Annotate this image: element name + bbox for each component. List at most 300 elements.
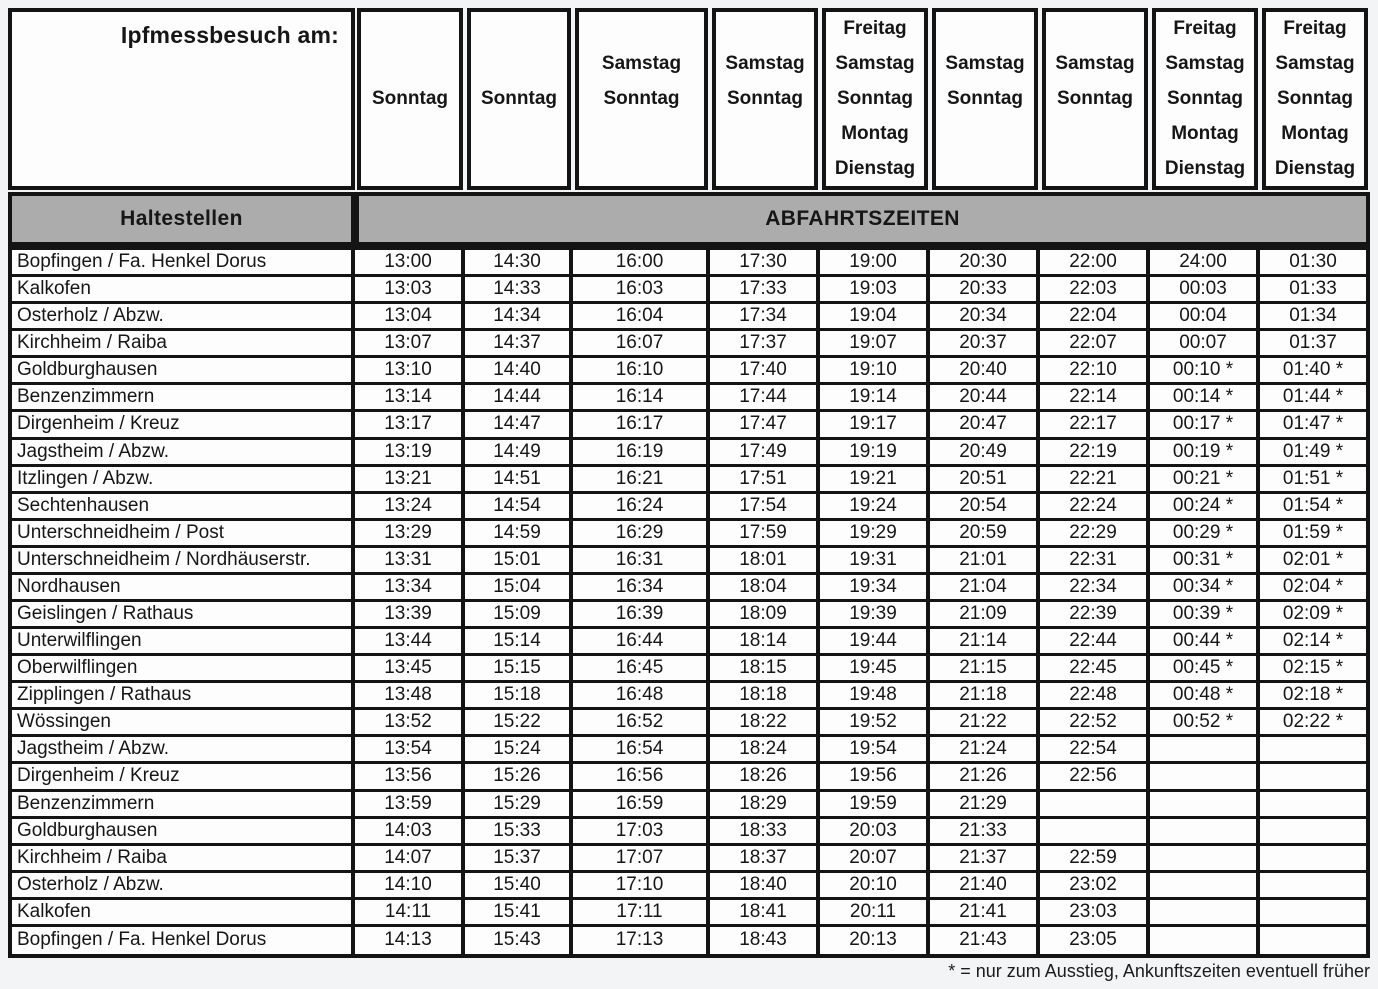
day-label-empty xyxy=(936,151,1034,186)
time-cell: 01:33 xyxy=(1260,277,1366,304)
day-label-empty xyxy=(1046,116,1144,151)
stop-name-cell: Wössingen xyxy=(12,710,355,737)
time-cell: 16:48 xyxy=(573,683,710,710)
time-cell: 21:04 xyxy=(930,575,1040,602)
time-cell: 13:48 xyxy=(355,683,465,710)
time-cell: 17:11 xyxy=(573,900,710,927)
day-label: Montag xyxy=(841,122,909,144)
day-label-empty xyxy=(361,47,459,82)
empty-time-cell xyxy=(1150,737,1260,764)
stop-name-cell: Benzenzimmern xyxy=(12,792,355,819)
time-cell: 20:30 xyxy=(930,250,1040,277)
time-cell: 16:52 xyxy=(573,710,710,737)
time-cell: 01:59 * xyxy=(1260,521,1366,548)
time-cell: 22:14 xyxy=(1040,385,1150,412)
day-label-empty xyxy=(361,12,459,47)
time-cell: 14:03 xyxy=(355,819,465,846)
time-cell: 13:59 xyxy=(355,792,465,819)
time-cell: 19:54 xyxy=(820,737,930,764)
empty-time-cell xyxy=(1260,846,1366,873)
page-title: Ipfmessbesuch am: xyxy=(120,22,339,48)
time-cell: 19:34 xyxy=(820,575,930,602)
timetable-body xyxy=(8,246,1370,958)
time-cell: 16:04 xyxy=(573,304,710,331)
time-cell: 19:10 xyxy=(820,358,930,385)
day-label: Samstag xyxy=(945,53,1025,75)
time-cell: 13:29 xyxy=(355,521,465,548)
time-cell: 00:44 * xyxy=(1150,629,1260,656)
stop-name-cell: Osterholz / Abzw. xyxy=(12,304,355,331)
day-label: Samstag xyxy=(725,53,805,75)
day-label-empty xyxy=(936,116,1034,151)
day-label-empty xyxy=(361,116,459,151)
time-cell: 01:34 xyxy=(1260,304,1366,331)
time-cell: 00:17 * xyxy=(1150,412,1260,439)
stop-name-cell: Oberwilflingen xyxy=(12,656,355,683)
time-cell: 22:04 xyxy=(1040,304,1150,331)
time-cell: 22:07 xyxy=(1040,331,1150,358)
time-cell: 14:44 xyxy=(465,385,573,412)
day-label-empty xyxy=(936,12,1034,47)
time-cell: 14:51 xyxy=(465,467,573,494)
time-cell: 22:00 xyxy=(1040,250,1150,277)
day-label-empty xyxy=(471,116,567,151)
time-cell: 18:18 xyxy=(710,683,820,710)
time-cell: 13:44 xyxy=(355,629,465,656)
time-cell: 13:00 xyxy=(355,250,465,277)
time-cell: 21:01 xyxy=(930,548,1040,575)
time-cell: 19:03 xyxy=(820,277,930,304)
time-cell: 20:40 xyxy=(930,358,1040,385)
time-cell: 19:21 xyxy=(820,467,930,494)
day-label: Sonntag xyxy=(481,87,557,109)
stop-name-cell: Jagstheim / Abzw. xyxy=(12,440,355,467)
time-cell: 17:34 xyxy=(710,304,820,331)
time-cell: 16:00 xyxy=(573,250,710,277)
time-cell: 21:37 xyxy=(930,846,1040,873)
time-cell: 16:44 xyxy=(573,629,710,656)
time-cell: 02:22 * xyxy=(1260,710,1366,737)
day-column-header xyxy=(1152,8,1258,190)
time-cell: 20:13 xyxy=(820,927,930,954)
time-cell: 17:44 xyxy=(710,385,820,412)
empty-time-cell xyxy=(1040,792,1150,819)
time-cell: 17:47 xyxy=(710,412,820,439)
time-cell: 16:07 xyxy=(573,331,710,358)
time-cell: 15:04 xyxy=(465,575,573,602)
time-cell: 17:40 xyxy=(710,358,820,385)
times-header-cell xyxy=(355,192,1370,246)
time-cell: 19:56 xyxy=(820,764,930,791)
time-cell: 22:52 xyxy=(1040,710,1150,737)
time-cell: 22:48 xyxy=(1040,683,1150,710)
time-cell: 22:19 xyxy=(1040,440,1150,467)
time-cell: 20:07 xyxy=(820,846,930,873)
time-cell: 19:31 xyxy=(820,548,930,575)
time-cell: 13:34 xyxy=(355,575,465,602)
empty-time-cell xyxy=(1260,764,1366,791)
time-cell: 18:04 xyxy=(710,575,820,602)
time-cell: 13:31 xyxy=(355,548,465,575)
time-cell: 13:04 xyxy=(355,304,465,331)
time-cell: 21:09 xyxy=(930,602,1040,629)
time-cell: 17:07 xyxy=(573,846,710,873)
time-cell: 18:33 xyxy=(710,819,820,846)
time-cell: 21:41 xyxy=(930,900,1040,927)
time-cell: 22:31 xyxy=(1040,548,1150,575)
time-cell: 13:21 xyxy=(355,467,465,494)
time-cell: 20:59 xyxy=(930,521,1040,548)
stop-name-cell: Bopfingen / Fa. Henkel Dorus xyxy=(12,927,355,954)
day-label-empty xyxy=(579,151,704,186)
time-cell: 02:01 * xyxy=(1260,548,1366,575)
day-label-empty xyxy=(471,151,567,186)
day-label: Freitag xyxy=(843,18,907,40)
time-cell: 17:49 xyxy=(710,440,820,467)
time-cell: 00:45 * xyxy=(1150,656,1260,683)
time-cell: 20:51 xyxy=(930,467,1040,494)
time-cell: 02:09 * xyxy=(1260,602,1366,629)
footnote: * = nur zum Ausstieg, Ankunftszeiten eventuell früher xyxy=(948,961,1370,981)
empty-time-cell xyxy=(1150,792,1260,819)
time-cell: 00:10 * xyxy=(1150,358,1260,385)
time-cell: 14:34 xyxy=(465,304,573,331)
stop-name-cell: Unterschneidheim / Post xyxy=(12,521,355,548)
time-cell: 18:24 xyxy=(710,737,820,764)
empty-time-cell xyxy=(1260,927,1366,954)
time-cell: 22:21 xyxy=(1040,467,1150,494)
time-cell: 00:48 * xyxy=(1150,683,1260,710)
time-cell: 00:52 * xyxy=(1150,710,1260,737)
stop-name-cell: Nordhausen xyxy=(12,575,355,602)
time-cell: 13:24 xyxy=(355,494,465,521)
section-header-row xyxy=(8,192,1370,246)
time-cell: 13:56 xyxy=(355,764,465,791)
time-cell: 00:24 * xyxy=(1150,494,1260,521)
time-cell: 18:15 xyxy=(710,656,820,683)
time-cell: 02:04 * xyxy=(1260,575,1366,602)
time-cell: 13:14 xyxy=(355,385,465,412)
time-cell: 19:48 xyxy=(820,683,930,710)
time-cell: 14:30 xyxy=(465,250,573,277)
time-cell: 20:11 xyxy=(820,900,930,927)
empty-time-cell xyxy=(1150,819,1260,846)
stop-name-cell: Osterholz / Abzw. xyxy=(12,873,355,900)
day-column-header xyxy=(357,8,463,190)
time-cell: 13:45 xyxy=(355,656,465,683)
empty-time-cell xyxy=(1260,819,1366,846)
time-cell: 20:33 xyxy=(930,277,1040,304)
time-cell: 19:59 xyxy=(820,792,930,819)
stop-name-cell: Geislingen / Rathaus xyxy=(12,602,355,629)
time-cell: 16:24 xyxy=(573,494,710,521)
time-cell: 16:29 xyxy=(573,521,710,548)
day-label: Freitag xyxy=(1283,18,1347,40)
empty-time-cell xyxy=(1260,900,1366,927)
time-cell: 22:56 xyxy=(1040,764,1150,791)
day-column-header xyxy=(1262,8,1368,190)
time-cell: 19:19 xyxy=(820,440,930,467)
empty-time-cell xyxy=(1260,737,1366,764)
time-cell: 15:14 xyxy=(465,629,573,656)
time-cell: 14:13 xyxy=(355,927,465,954)
day-label-empty xyxy=(716,116,814,151)
time-cell: 17:37 xyxy=(710,331,820,358)
time-cell: 15:24 xyxy=(465,737,573,764)
time-cell: 16:31 xyxy=(573,548,710,575)
day-label: Sonntag xyxy=(837,87,913,109)
time-cell: 00:14 * xyxy=(1150,385,1260,412)
time-cell: 16:45 xyxy=(573,656,710,683)
day-label: Samstag xyxy=(1165,53,1245,75)
time-cell: 14:54 xyxy=(465,494,573,521)
time-cell: 18:01 xyxy=(710,548,820,575)
time-cell: 13:17 xyxy=(355,412,465,439)
day-label: Dienstag xyxy=(1274,157,1356,179)
stop-name-cell: Kalkofen xyxy=(12,900,355,927)
time-cell: 20:49 xyxy=(930,440,1040,467)
time-cell: 19:45 xyxy=(820,656,930,683)
time-cell: 21:22 xyxy=(930,710,1040,737)
time-cell: 20:37 xyxy=(930,331,1040,358)
time-cell: 01:37 xyxy=(1260,331,1366,358)
day-label: Sonntag xyxy=(947,87,1023,109)
time-cell: 18:29 xyxy=(710,792,820,819)
time-cell: 02:14 * xyxy=(1260,629,1366,656)
day-label: Dienstag xyxy=(834,157,916,179)
time-cell: 13:39 xyxy=(355,602,465,629)
time-cell: 16:34 xyxy=(573,575,710,602)
time-cell: 15:33 xyxy=(465,819,573,846)
empty-time-cell xyxy=(1150,873,1260,900)
time-cell: 16:59 xyxy=(573,792,710,819)
time-cell: 21:24 xyxy=(930,737,1040,764)
time-cell: 15:09 xyxy=(465,602,573,629)
time-cell: 22:29 xyxy=(1040,521,1150,548)
time-cell: 16:17 xyxy=(573,412,710,439)
time-cell: 20:54 xyxy=(930,494,1040,521)
time-cell: 15:37 xyxy=(465,846,573,873)
day-label: Sonntag xyxy=(1277,87,1353,109)
time-cell: 18:26 xyxy=(710,764,820,791)
day-label-empty xyxy=(1046,12,1144,47)
time-cell: 17:54 xyxy=(710,494,820,521)
day-column-header xyxy=(932,8,1038,190)
time-cell: 15:41 xyxy=(465,900,573,927)
time-cell: 17:30 xyxy=(710,250,820,277)
time-cell: 17:59 xyxy=(710,521,820,548)
time-cell: 22:24 xyxy=(1040,494,1150,521)
day-label: Sonntag xyxy=(1057,87,1133,109)
stops-header-label: Haltestellen xyxy=(120,207,243,230)
stop-name-cell: Jagstheim / Abzw. xyxy=(12,737,355,764)
time-cell: 22:45 xyxy=(1040,656,1150,683)
time-cell: 18:14 xyxy=(710,629,820,656)
time-cell: 16:21 xyxy=(573,467,710,494)
time-cell: 18:37 xyxy=(710,846,820,873)
time-cell: 13:07 xyxy=(355,331,465,358)
empty-time-cell xyxy=(1150,846,1260,873)
time-cell: 17:03 xyxy=(573,819,710,846)
time-cell: 18:41 xyxy=(710,900,820,927)
time-cell: 20:47 xyxy=(930,412,1040,439)
time-cell: 14:33 xyxy=(465,277,573,304)
day-label: Montag xyxy=(1171,122,1239,144)
day-label: Freitag xyxy=(1173,18,1237,40)
time-cell: 21:14 xyxy=(930,629,1040,656)
time-cell: 20:03 xyxy=(820,819,930,846)
time-cell: 22:59 xyxy=(1040,846,1150,873)
time-cell: 15:29 xyxy=(465,792,573,819)
title-box xyxy=(8,8,355,190)
empty-time-cell xyxy=(1150,927,1260,954)
time-cell: 01:49 * xyxy=(1260,440,1366,467)
time-cell: 18:43 xyxy=(710,927,820,954)
time-cell: 14:59 xyxy=(465,521,573,548)
day-column-header xyxy=(575,8,708,190)
time-cell: 23:02 xyxy=(1040,873,1150,900)
time-cell: 15:22 xyxy=(465,710,573,737)
day-column-header xyxy=(822,8,928,190)
time-cell: 13:52 xyxy=(355,710,465,737)
time-cell: 16:14 xyxy=(573,385,710,412)
day-column-header xyxy=(467,8,571,190)
day-label-empty xyxy=(471,12,567,47)
stop-name-cell: Zipplingen / Rathaus xyxy=(12,683,355,710)
time-cell: 00:04 xyxy=(1150,304,1260,331)
time-cell: 02:15 * xyxy=(1260,656,1366,683)
timetable xyxy=(8,8,1370,958)
time-cell: 01:51 * xyxy=(1260,467,1366,494)
day-label: Samstag xyxy=(601,53,682,75)
time-cell: 21:18 xyxy=(930,683,1040,710)
day-label: Samstag xyxy=(835,53,915,75)
time-cell: 17:13 xyxy=(573,927,710,954)
day-columns-container xyxy=(355,8,1370,190)
time-cell: 21:33 xyxy=(930,819,1040,846)
time-cell: 16:03 xyxy=(573,277,710,304)
time-cell: 19:00 xyxy=(820,250,930,277)
time-cell: 22:44 xyxy=(1040,629,1150,656)
time-cell: 20:44 xyxy=(930,385,1040,412)
empty-time-cell xyxy=(1040,819,1150,846)
day-label: Sonntag xyxy=(1167,87,1243,109)
time-cell: 18:09 xyxy=(710,602,820,629)
day-label: Sonntag xyxy=(603,87,680,109)
time-cell: 14:49 xyxy=(465,440,573,467)
time-cell: 23:03 xyxy=(1040,900,1150,927)
time-cell: 17:10 xyxy=(573,873,710,900)
time-cell: 21:29 xyxy=(930,792,1040,819)
time-cell: 22:10 xyxy=(1040,358,1150,385)
stop-name-cell: Sechtenhausen xyxy=(12,494,355,521)
time-cell: 18:40 xyxy=(710,873,820,900)
time-cell: 13:03 xyxy=(355,277,465,304)
time-cell: 19:44 xyxy=(820,629,930,656)
time-cell: 21:26 xyxy=(930,764,1040,791)
stop-name-cell: Kirchheim / Raiba xyxy=(12,331,355,358)
time-cell: 13:19 xyxy=(355,440,465,467)
day-label: Dienstag xyxy=(1164,157,1246,179)
time-cell: 01:44 * xyxy=(1260,385,1366,412)
stop-name-cell: Unterschneidheim / Nordhäuserstr. xyxy=(12,548,355,575)
time-cell: 19:29 xyxy=(820,521,930,548)
day-label-empty xyxy=(579,12,704,47)
day-column-header xyxy=(712,8,818,190)
day-label-empty xyxy=(361,151,459,186)
time-cell: 16:10 xyxy=(573,358,710,385)
time-cell: 14:47 xyxy=(465,412,573,439)
time-cell: 19:17 xyxy=(820,412,930,439)
time-cell: 19:39 xyxy=(820,602,930,629)
time-cell: 14:07 xyxy=(355,846,465,873)
day-label: Samstag xyxy=(1275,53,1355,75)
time-cell: 17:33 xyxy=(710,277,820,304)
day-label-empty xyxy=(1046,151,1144,186)
day-label-empty xyxy=(471,47,567,82)
time-cell: 15:43 xyxy=(465,927,573,954)
time-cell: 19:24 xyxy=(820,494,930,521)
day-column-header xyxy=(1042,8,1148,190)
time-cell: 16:54 xyxy=(573,737,710,764)
times-header-label: ABFAHRTSZEITEN xyxy=(765,207,960,230)
stop-name-cell: Goldburghausen xyxy=(12,358,355,385)
time-cell: 24:00 xyxy=(1150,250,1260,277)
time-cell: 01:30 xyxy=(1260,250,1366,277)
time-cell: 14:40 xyxy=(465,358,573,385)
time-cell: 19:07 xyxy=(820,331,930,358)
time-cell: 22:03 xyxy=(1040,277,1150,304)
time-cell: 22:54 xyxy=(1040,737,1150,764)
day-label: Sonntag xyxy=(727,87,803,109)
time-cell: 21:43 xyxy=(930,927,1040,954)
time-cell: 21:15 xyxy=(930,656,1040,683)
time-cell: 20:10 xyxy=(820,873,930,900)
time-cell: 02:18 * xyxy=(1260,683,1366,710)
stop-name-cell: Unterwilflingen xyxy=(12,629,355,656)
time-cell: 00:03 xyxy=(1150,277,1260,304)
time-cell: 16:39 xyxy=(573,602,710,629)
time-cell: 00:31 * xyxy=(1150,548,1260,575)
stop-name-cell: Kirchheim / Raiba xyxy=(12,846,355,873)
time-cell: 00:21 * xyxy=(1150,467,1260,494)
time-cell: 14:11 xyxy=(355,900,465,927)
day-label: Sonntag xyxy=(372,87,448,109)
time-cell: 16:56 xyxy=(573,764,710,791)
stop-name-cell: Benzenzimmern xyxy=(12,385,355,412)
time-cell: 15:01 xyxy=(465,548,573,575)
day-label-empty xyxy=(579,116,704,151)
time-cell: 20:34 xyxy=(930,304,1040,331)
header-row xyxy=(8,8,1370,190)
day-label-empty xyxy=(716,151,814,186)
time-cell: 16:19 xyxy=(573,440,710,467)
time-cell: 22:39 xyxy=(1040,602,1150,629)
stop-name-cell: Bopfingen / Fa. Henkel Dorus xyxy=(12,250,355,277)
stop-name-cell: Dirgenheim / Kreuz xyxy=(12,412,355,439)
time-cell: 13:10 xyxy=(355,358,465,385)
time-cell: 15:15 xyxy=(465,656,573,683)
empty-time-cell xyxy=(1260,792,1366,819)
time-cell: 15:18 xyxy=(465,683,573,710)
time-cell: 01:54 * xyxy=(1260,494,1366,521)
time-cell: 00:39 * xyxy=(1150,602,1260,629)
time-cell: 01:47 * xyxy=(1260,412,1366,439)
time-cell: 00:29 * xyxy=(1150,521,1260,548)
stop-name-cell: Itzlingen / Abzw. xyxy=(12,467,355,494)
time-cell: 19:14 xyxy=(820,385,930,412)
time-cell: 21:40 xyxy=(930,873,1040,900)
